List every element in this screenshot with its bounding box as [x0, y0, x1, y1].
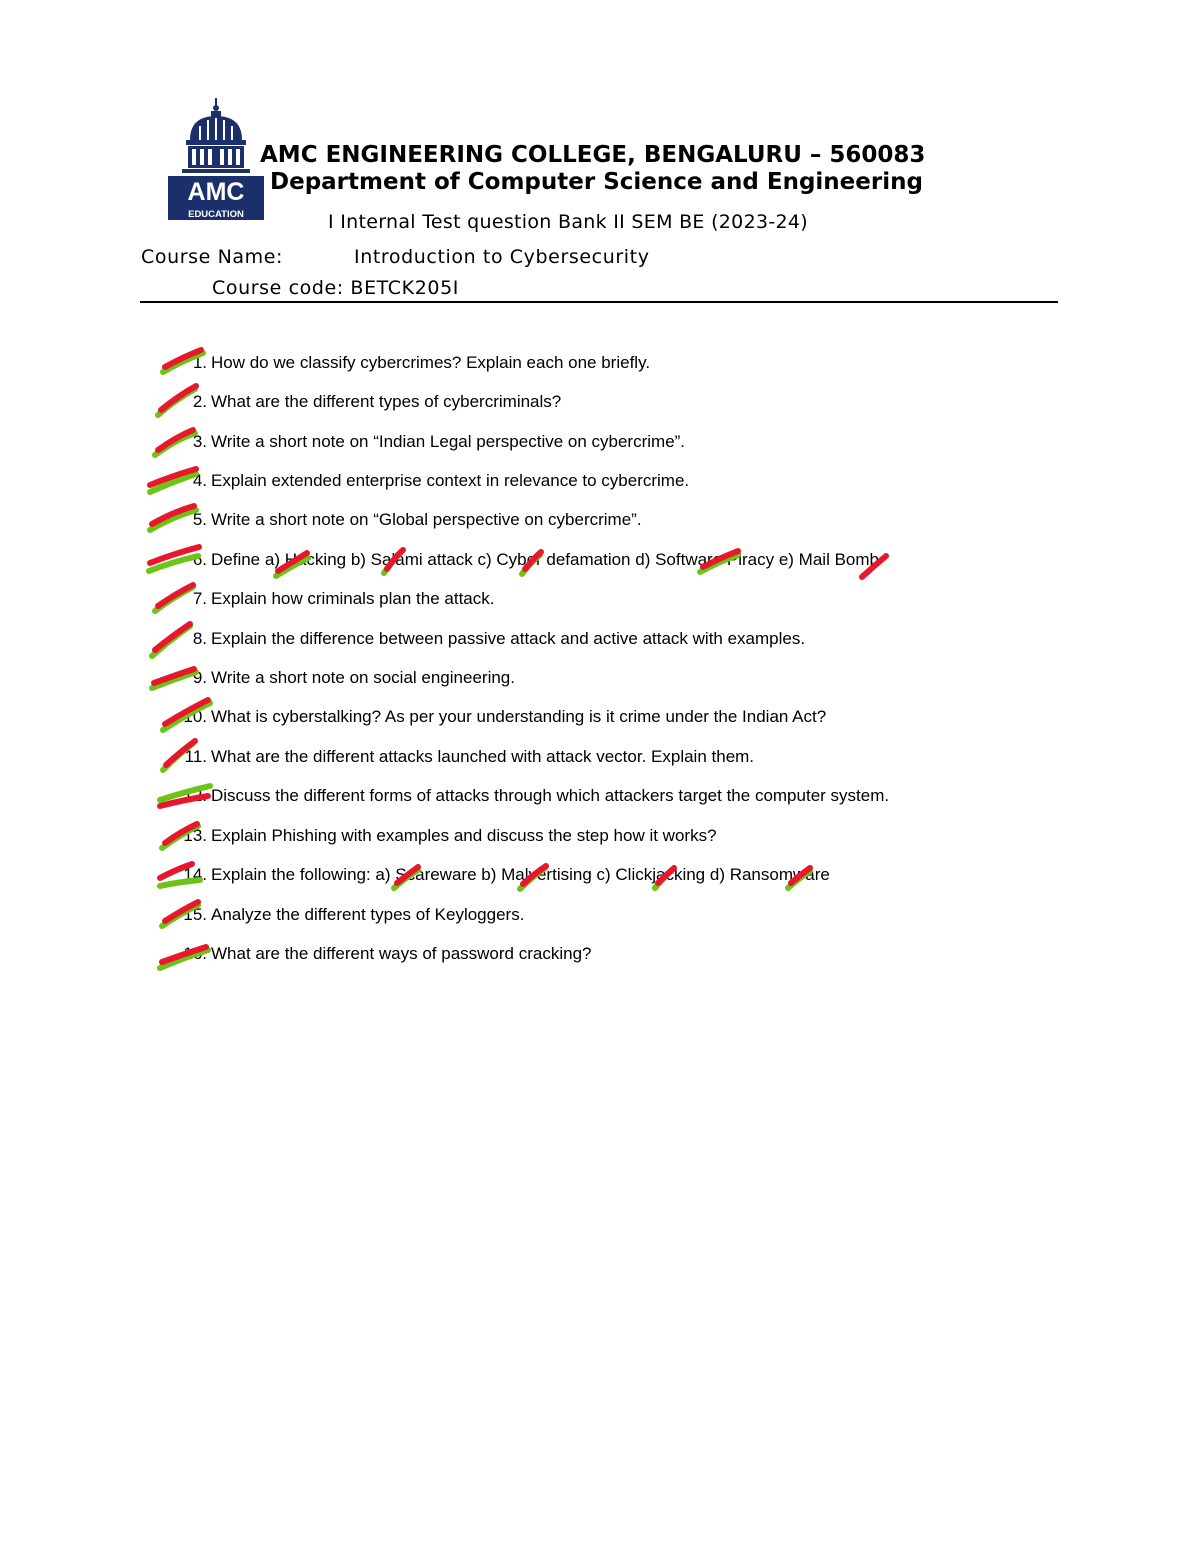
question-number: 4.: [192, 471, 207, 490]
question-number: 9.: [192, 668, 207, 687]
question-text: What are the different attacks launched with attack vector. Explain them.: [211, 747, 755, 766]
question-number: 13.: [183, 826, 207, 845]
question-text: What are the different ways of password cracking?: [211, 944, 592, 963]
question-text: Explain Phishing with examples and discuss the step how it works?: [211, 826, 717, 845]
question-number: 6.: [192, 550, 207, 569]
question-number: 2.: [192, 392, 207, 411]
header-divider: [140, 301, 1058, 303]
course-name-value: Introduction to Cybersecurity: [354, 246, 650, 268]
question-number: 3.: [192, 432, 207, 451]
question-number: 16.: [183, 944, 207, 963]
course-name-label: Course Name:: [141, 246, 284, 268]
question-text: Explain extended enterprise context in relevance to cybercrime.: [211, 471, 690, 490]
question-item: [0, 902, 1200, 928]
question-item: [0, 586, 1200, 612]
course-code: Course code: BETCK205I: [212, 277, 459, 299]
question-text: Explain the difference between passive attack and active attack with examples.: [211, 629, 806, 648]
question-number: 12.: [183, 786, 207, 805]
question-item: [0, 665, 1200, 691]
question-text: Analyze the different types of Keyloggers.: [211, 905, 525, 924]
question-bank-title: I Internal Test question Bank II SEM BE (2023-24): [328, 211, 808, 233]
question-number: 15.: [183, 905, 207, 924]
question-text: Discuss the different forms of attacks through which attackers target the computer system.: [211, 786, 890, 805]
question-text: How do we classify cybercrimes? Explain each one briefly.: [211, 353, 651, 372]
college-name: AMC ENGINEERING COLLEGE, BENGALURU – 560083: [260, 142, 926, 168]
question-text: Define a) Hacking b) Salami attack c) Cyber defamation d) Software Piracy e) Mail Bomb: [211, 550, 879, 569]
logo-text: AMC: [187, 178, 245, 206]
question-number: 10.: [183, 707, 207, 726]
question-number: 11.: [184, 747, 207, 766]
department-name: Department of Computer Science and Engineering: [270, 169, 923, 195]
logo-subtext: EDUCATION: [188, 209, 244, 220]
question-item: [0, 823, 1200, 849]
question-item: [0, 744, 1200, 770]
question-item: [0, 429, 1200, 455]
question-number: 14.: [183, 865, 207, 884]
question-number: 8.: [192, 629, 207, 648]
question-item: [0, 507, 1200, 533]
question-item: [0, 389, 1200, 415]
question-number: 1.: [192, 353, 207, 372]
question-item: [0, 862, 1200, 888]
dome-logo-icon: [168, 96, 264, 220]
question-text: Write a short note on “Indian Legal perspective on cybercrime”.: [211, 432, 686, 451]
question-item: [0, 941, 1200, 967]
question-item: [0, 547, 1200, 573]
question-item: [0, 468, 1200, 494]
question-item: [0, 626, 1200, 652]
question-text: Write a short note on “Global perspective on cybercrime”.: [211, 510, 642, 529]
college-logo: [168, 96, 264, 220]
question-text: What is cyberstalking? As per your understanding is it crime under the Indian Act?: [211, 707, 827, 726]
question-text: What are the different types of cybercriminals?: [211, 392, 562, 411]
question-text: Explain the following: a) Scareware b) Malvertising c) Clickjacking d) Ransomware: [211, 865, 830, 884]
question-number: 5.: [192, 510, 207, 529]
question-item: [0, 783, 1200, 809]
question-number: 7.: [192, 589, 207, 608]
question-item: [0, 350, 1200, 376]
question-item: [0, 704, 1200, 730]
question-text: Explain how criminals plan the attack.: [211, 589, 495, 608]
question-text: Write a short note on social engineering.: [211, 668, 515, 687]
